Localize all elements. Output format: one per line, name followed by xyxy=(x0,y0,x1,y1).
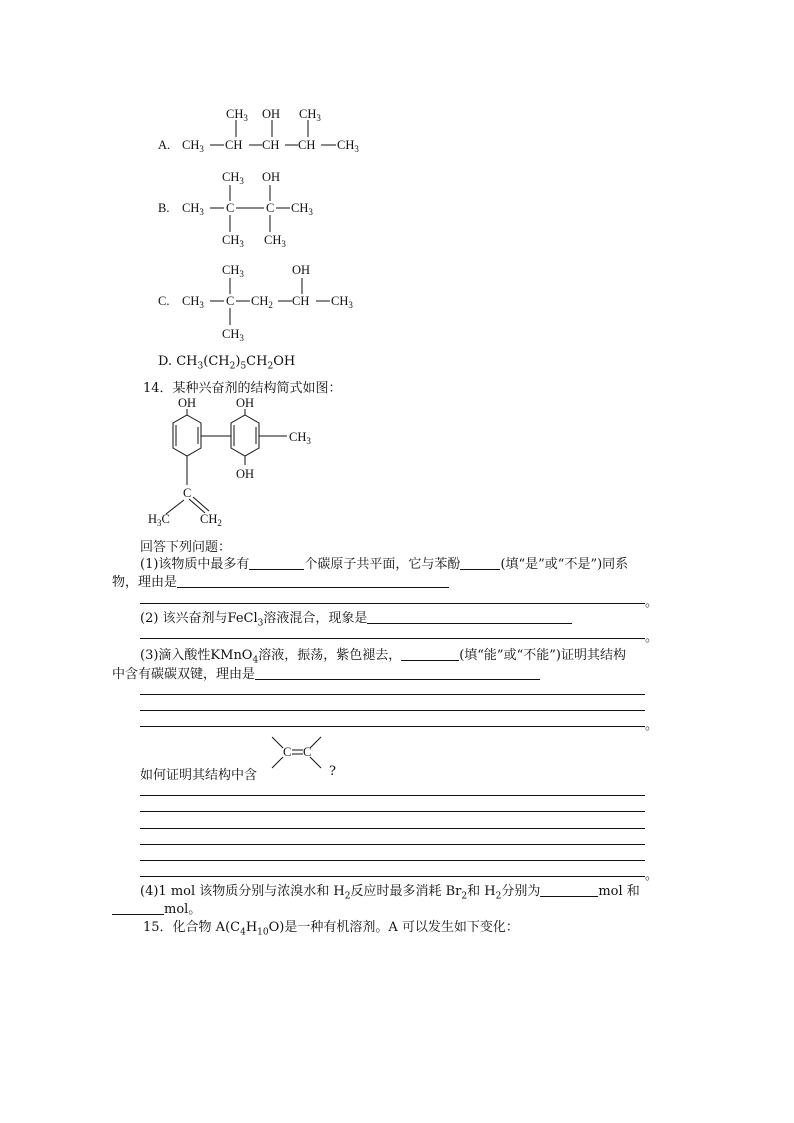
struct-label: OH xyxy=(236,396,255,410)
q14-part1-cont: 物，理由是 xyxy=(112,571,449,590)
struct-label: $CH_3$ xyxy=(291,201,313,217)
struct-label: OH xyxy=(178,396,197,410)
struct-label: $CH_3$ xyxy=(222,327,244,343)
answer-line xyxy=(140,828,645,829)
q14-part3-cont: 中含有碳碳双键，理由是 xyxy=(112,663,540,682)
option-c-label: C. xyxy=(158,294,170,308)
struct-label: $CH_2$ xyxy=(200,512,222,528)
period: 。 xyxy=(645,630,659,645)
answer-line xyxy=(140,638,645,639)
option-b-label: B. xyxy=(158,201,170,215)
answer-line xyxy=(140,694,645,695)
struct-label: OH xyxy=(236,467,255,481)
answer-line xyxy=(140,844,645,845)
q14-part1: (1)该物质中最多有 个碳原子共平面，它与苯酚 (填“是”或“不是”)同系 xyxy=(140,557,629,572)
struct-label: $CH_3$ xyxy=(226,107,248,123)
struct-label: CH xyxy=(225,138,243,152)
struct-label: OH xyxy=(262,170,281,184)
struct-label: $CH_3$ xyxy=(182,294,204,310)
struct-label: C xyxy=(226,201,235,215)
struct-label: C xyxy=(183,486,192,500)
answer-line xyxy=(140,876,645,877)
struct-label: $CH_2$ xyxy=(251,294,273,310)
answer-line xyxy=(140,710,645,711)
struct-label: $CH_3$ xyxy=(289,430,311,446)
struct-label: $CH_3$ xyxy=(222,233,244,249)
struct-label: C xyxy=(266,201,275,215)
struct-label: OH xyxy=(262,107,281,121)
struct-label: $H_3C$ xyxy=(148,512,170,528)
q15-stem: 15．化合物 $A(C_4H_{10}O)$是一种有机溶剂。A 可以发生如下变化： xyxy=(143,920,519,938)
question-mark: ? xyxy=(329,764,336,779)
answer-line xyxy=(140,726,645,727)
period: 。 xyxy=(645,868,659,883)
struct-label: $CH_3$ xyxy=(337,138,359,154)
struct-label: $CH_3$ xyxy=(331,294,353,310)
answer-line xyxy=(140,860,645,861)
struct-label: CH xyxy=(292,294,310,308)
q14-part3: (3)滴入酸性KMnO$_4$溶液，振荡，紫色褪去， (填“能”或“不能”)证明其结构 xyxy=(140,648,626,666)
answer-line xyxy=(140,811,645,812)
option-d: D. $CH_3(CH_2)_5CH_2OH$ xyxy=(158,354,296,372)
q14-intro: 回答下列问题： xyxy=(140,540,232,555)
struct-label: $CH_3$ xyxy=(182,138,204,154)
answer-line xyxy=(140,795,645,796)
how-to-prove-label: 如何证明其结构中含 xyxy=(140,768,258,783)
struct-label: $CH_3$ xyxy=(222,170,244,186)
q14-stem: 14．某种兴奋剂的结构简式如图： xyxy=(143,381,342,396)
struct-label: CH xyxy=(262,138,280,152)
struct-label: C xyxy=(303,745,312,759)
struct-label: $CH_3$ xyxy=(299,107,321,123)
period: 。 xyxy=(645,595,659,610)
struct-label: C xyxy=(226,294,235,308)
q14-part2: (2) 该兴奋剂与FeCl$_3$溶液混合，现象是 xyxy=(140,607,572,629)
struct-label: $CH_3$ xyxy=(182,201,204,217)
struct-label: CH xyxy=(298,138,316,152)
option-a-label: A. xyxy=(158,138,171,152)
q14-part4: (4)1 mol 该物质分别与浓溴水和 $H_2$反应时最多消耗 $Br_2$和 $H_2$分别为 mol 和 xyxy=(140,884,640,902)
q14-part4-cont: mol。 xyxy=(112,898,201,917)
struct-label: OH xyxy=(292,263,311,277)
answer-line xyxy=(140,603,645,604)
period: 。 xyxy=(645,718,659,733)
struct-label: $CH_3$ xyxy=(264,233,286,249)
struct-label: C xyxy=(283,745,292,759)
struct-label: $CH_3$ xyxy=(222,263,244,279)
